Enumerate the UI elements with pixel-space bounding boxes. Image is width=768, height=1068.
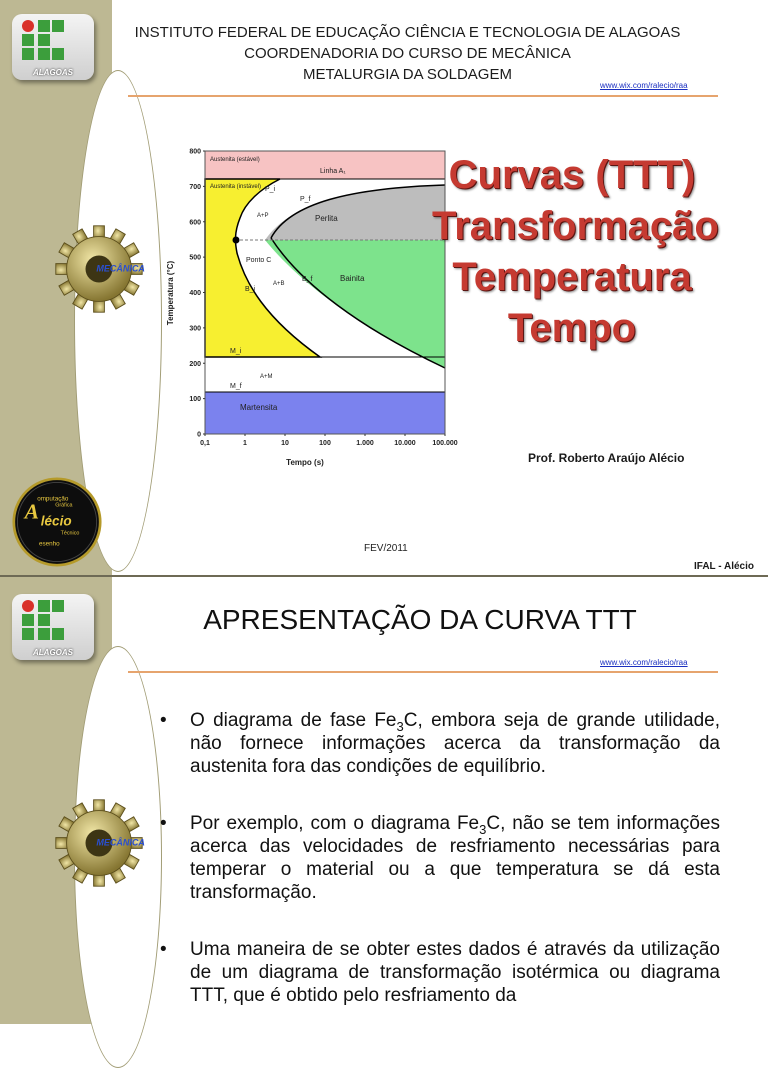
- presentation-title: [432, 150, 719, 354]
- label-bf: B_f: [302, 276, 313, 283]
- label-mf: M_f: [230, 383, 242, 390]
- bullet-item: • Uma maneira de se obter estes dados é através da utilização de um diagrama de transformação isotérmica ou diagrama TTT, que é obtido pelo resfriamento da: [160, 938, 720, 1007]
- y-tick-label: 300: [189, 325, 201, 333]
- bullet-item: • Por exemplo, com o diagrama $Fe_3C$, não se tem informações acerca das velocidades de resfriamento necessárias para temperar o material ou a que temperatura se dá esta transformação.: [160, 812, 720, 904]
- label-mi: M_i: [230, 348, 242, 355]
- x-tick-label: 1: [243, 440, 247, 447]
- alecio-logo: [12, 477, 102, 567]
- footer-text: IFAL - Alécio: [694, 561, 755, 572]
- author-name: Prof. Roberto Araújo Alécio: [528, 451, 685, 465]
- ifal-logo: [12, 594, 94, 660]
- presentation-date: FEV/2011: [364, 543, 408, 554]
- label-perlita: Perlita: [315, 214, 338, 223]
- title-line-3: Temperatura: [452, 255, 692, 299]
- region-martensita: [205, 392, 445, 434]
- slide-separator: [0, 575, 768, 577]
- gear-label: MECÂNICA: [96, 837, 145, 848]
- nose-point-marker: [233, 237, 240, 244]
- label-austenita-instavel: Austenita (instável): [210, 184, 262, 190]
- label-pf: P_f: [300, 196, 311, 203]
- x-tick-label: 100: [319, 440, 331, 447]
- y-tick-label: 200: [189, 360, 201, 368]
- ifal-logo: [12, 14, 94, 80]
- alecio-logo-desenho: esenho: [39, 540, 60, 548]
- label-a-p: A+P: [257, 213, 269, 219]
- chart-regions: [205, 151, 445, 434]
- alecio-logo-tecnico: Técnico: [60, 530, 80, 537]
- label-pi: P_i: [265, 186, 276, 193]
- label-bi: B_i: [245, 286, 256, 293]
- x-tick-label: 0,1: [200, 440, 210, 447]
- title-line-2: Transformação: [432, 204, 719, 248]
- x-tick-label: 10.000: [394, 440, 416, 447]
- label-martensita: Martensita: [240, 403, 278, 412]
- x-tick-label: 100.000: [432, 440, 458, 447]
- x-tick-label: 1.000: [356, 440, 374, 447]
- gear-icon: [54, 798, 144, 888]
- x-axis-ticks: [200, 434, 458, 447]
- y-tick-label: 600: [189, 219, 201, 227]
- label-a-b: A+B: [273, 281, 285, 287]
- x-axis-label: Tempo (s): [286, 458, 324, 467]
- gear-label: MECÂNICA: [96, 263, 145, 274]
- header-rule: [128, 671, 718, 673]
- label-bainita: Bainita: [340, 274, 365, 283]
- course-name: COORDENADORIA DO CURSO DE MECÂNICA: [244, 45, 571, 62]
- y-tick-label: 500: [189, 254, 201, 262]
- institution-name: INSTITUTO FEDERAL DE EDUCAÇÃO CIÊNCIA E TECNOLOGIA DE ALAGOAS: [134, 24, 681, 41]
- y-tick-label: 100: [189, 396, 201, 404]
- y-tick-label: 700: [189, 183, 201, 191]
- ifal-logo-label: ALAGOAS: [33, 648, 73, 657]
- institution-header: [115, 22, 700, 85]
- slide-title: APRESENTAÇÃO DA CURVA TTT: [203, 604, 637, 635]
- y-axis-label: Temperatura (°C): [166, 260, 175, 326]
- alecio-logo-grafica: Gráfica: [55, 502, 73, 509]
- y-tick-label: 800: [189, 148, 201, 156]
- label-austenita-estavel: Austenita (estável): [210, 157, 260, 163]
- y-tick-label: 400: [189, 290, 201, 297]
- subject-name: METALURGIA DA SOLDAGEM: [303, 66, 512, 83]
- x-tick-label: 10: [281, 440, 289, 447]
- alecio-logo-name: lécio: [40, 513, 72, 529]
- ifal-logo-label: ALAGOAS: [33, 68, 73, 77]
- gear-icon: [54, 224, 144, 314]
- title-line-4: Tempo: [507, 306, 637, 350]
- label-linha-a1: Linha A₁: [320, 168, 346, 175]
- website-link[interactable]: www.wix.com/ralecio/raa: [600, 658, 688, 667]
- slide-2: [0, 576, 768, 1024]
- y-axis-ticks: [189, 149, 205, 439]
- header-rule: [128, 95, 718, 97]
- title-line-1: Curvas (TTT): [448, 153, 696, 197]
- y-tick-label: 0: [197, 431, 201, 439]
- bullet-list: [160, 709, 720, 1041]
- bullet-item: • O diagrama de fase $Fe_3C$, embora seja de grande utilidade, não fornece informações acerca da transformação da austenita fora das condições de equilíbrio.: [160, 709, 720, 778]
- website-link[interactable]: www.wix.com/ralecio/raa: [600, 81, 688, 90]
- alecio-logo-a: A: [24, 499, 40, 524]
- alecio-logo-computacao: omputação: [37, 495, 69, 503]
- ttt-chart: [160, 143, 458, 473]
- label-a-m: A+M: [260, 374, 273, 380]
- label-ponto-c: Ponto C: [246, 257, 272, 264]
